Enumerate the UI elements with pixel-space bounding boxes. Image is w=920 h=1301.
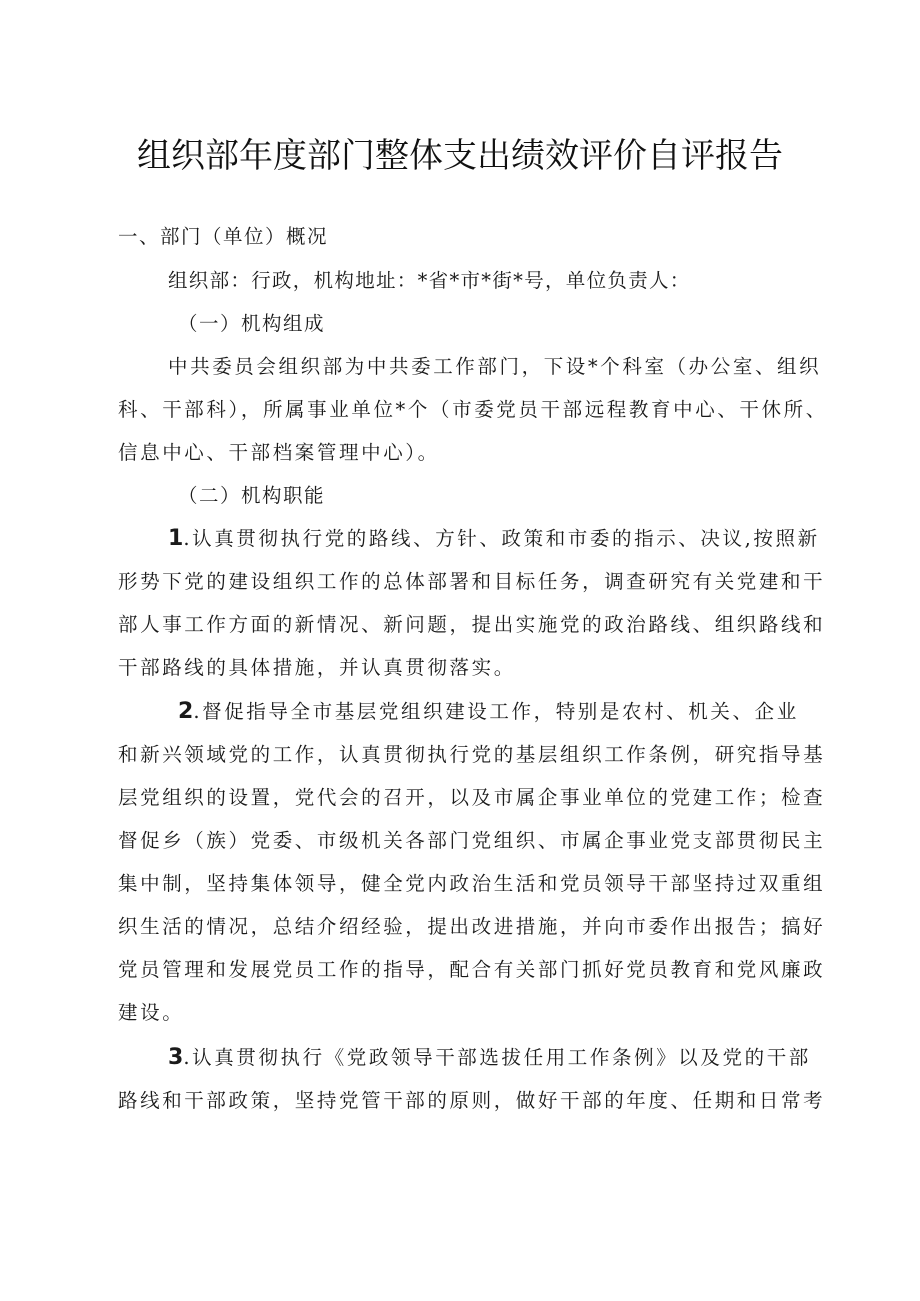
function-item-1-first-line: [168, 524, 820, 554]
function-item-2-line: 集中制，坚持集体领导，健全党内政治生活和党员领导干部坚持过双重组: [118, 872, 826, 895]
function-item-3-first-line: [168, 1043, 811, 1073]
composition-line: 中共委员会组织部为中共委工作部门，下设*个科室（办公室、组织: [168, 355, 822, 378]
org-info-line: 组织部：行政，机构地址：*省*市*街*号，单位负责人：: [168, 269, 691, 292]
function-item-2-line: 和新兴领域党的工作，认真贯彻执行党的基层组织工作条例，研究指导基: [118, 743, 826, 766]
function-item-2-line: 督促乡（族）党委、市级机关各部门党组织、市属企事业党支部贯彻民主: [118, 829, 826, 852]
item-text: .督促指导全市基层党组织建设工作，特别是农村、机关、企业: [193, 700, 799, 723]
item-number: 3: [168, 1045, 184, 1070]
item-number: 1: [168, 526, 184, 551]
document-title: 组织部年度部门整体支出绩效评价自评报告: [137, 136, 783, 176]
function-item-2-line: 层党组织的设置，党代会的召开，以及市属企事业单位的党建工作；检查: [118, 786, 826, 809]
function-item-2-first-line: [178, 697, 799, 727]
function-item-1-line: 干部路线的具体措施，并认真贯彻落实。: [118, 656, 516, 679]
subsection-heading-functions: （二）机构职能: [178, 484, 326, 507]
composition-line: 信息中心、干部档案管理中心）。: [118, 441, 440, 464]
function-item-2-line: 建设。: [118, 1001, 185, 1024]
section-heading: 一、部门（单位）概况: [118, 225, 329, 248]
item-text: .认真贯彻执行《党政领导干部选拔任用工作条例》以及党的干部: [183, 1046, 811, 1069]
function-item-2-line: 织生活的情况，总结介绍经验，提出改进措施，并向市委作出报告；搞好: [118, 915, 826, 938]
item-number: 2: [178, 699, 194, 724]
composition-line: 科、干部科），所属事业单位*个（市委党员干部远程教育中心、干休所、: [118, 398, 828, 421]
function-item-3-line: 路线和干部政策，坚持党管干部的原则，做好干部的年度、任期和日常考: [118, 1089, 826, 1112]
function-item-2-line: 党员管理和发展党员工作的指导，配合有关部门抓好党员教育和党风廉政: [118, 958, 826, 981]
function-item-1-line: 部人事工作方面的新情况、新问题，提出实施党的政治路线、组织路线和: [118, 613, 826, 636]
item-text: .认真贯彻执行党的路线、方针、政策和市委的指示、决议,按照新: [183, 527, 820, 550]
function-item-1-line: 形势下党的建设组织工作的总体部署和目标任务，调查研究有关党建和干: [118, 570, 826, 593]
subsection-heading-composition: （一）机构组成: [178, 312, 326, 335]
